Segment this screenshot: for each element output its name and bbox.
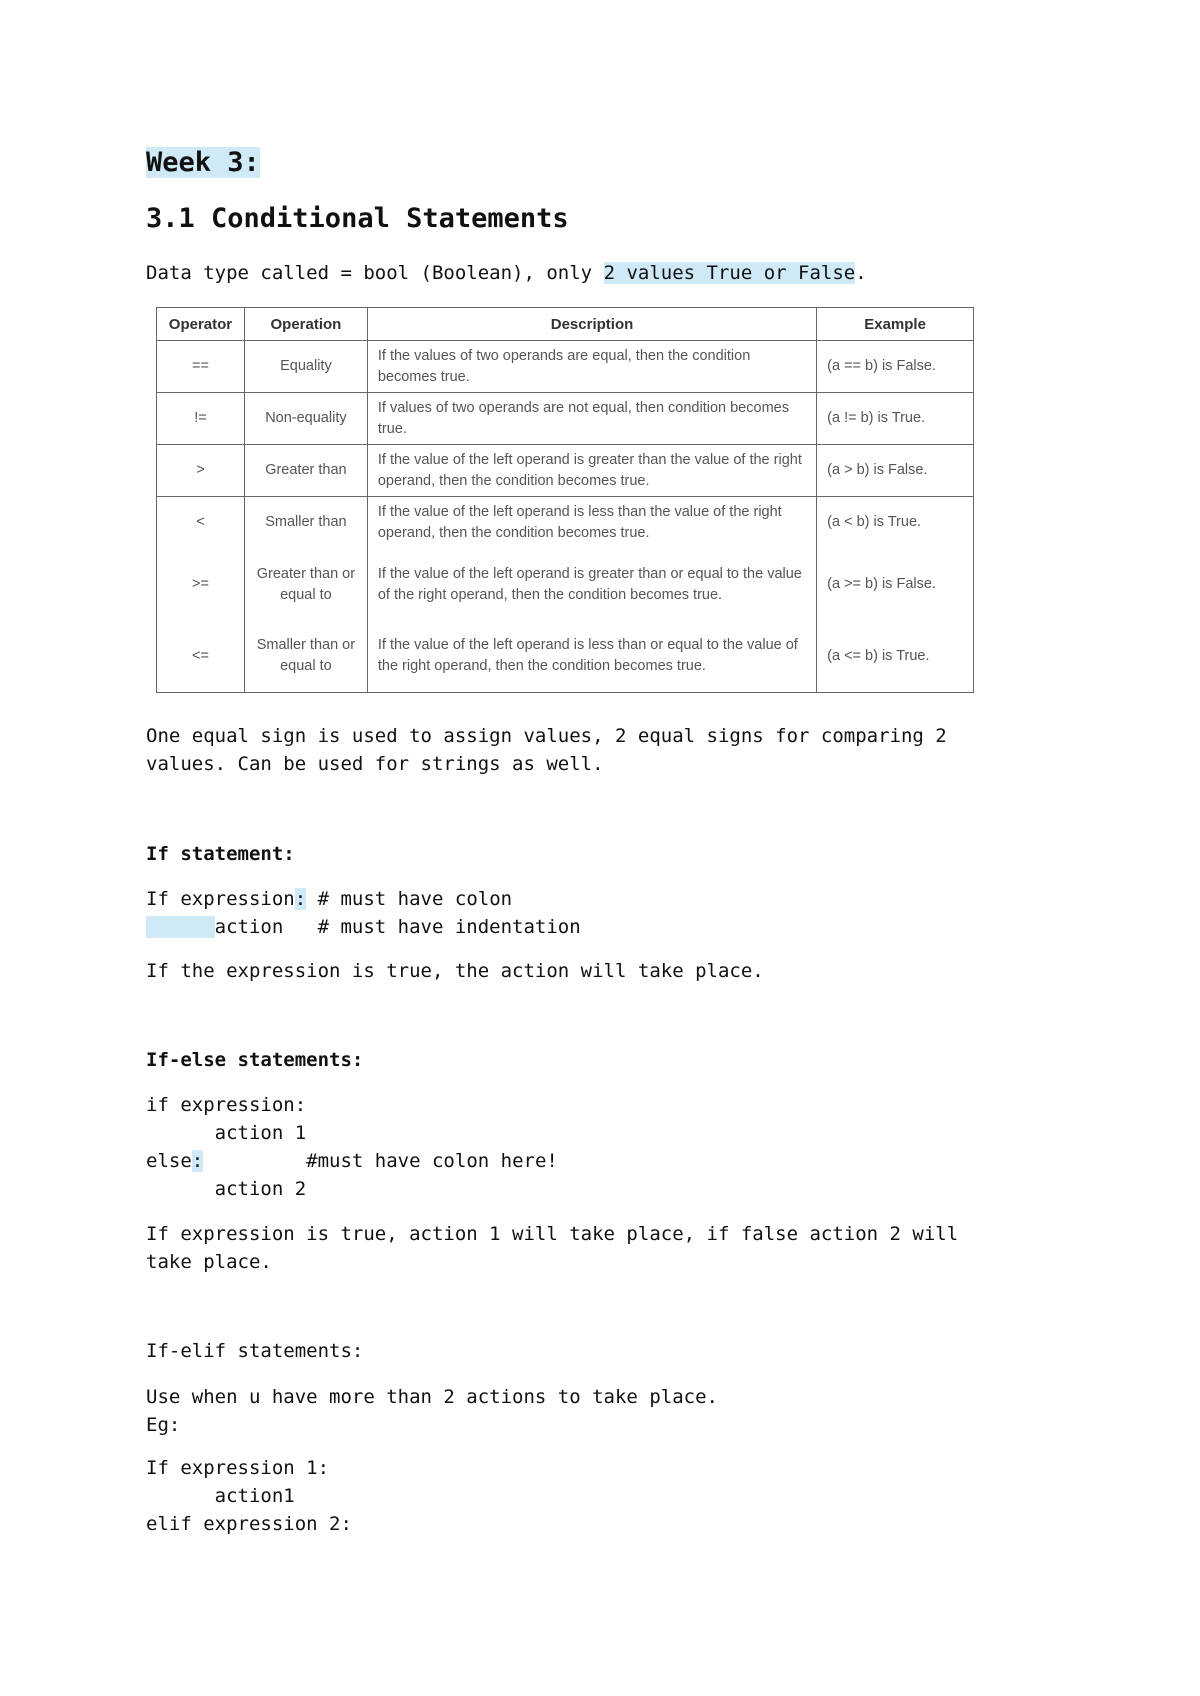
table-row bbox=[157, 341, 974, 393]
table-row bbox=[157, 497, 974, 549]
ifelse-note: If expression is true, action 1 will take place, if false action 2 will take place. bbox=[146, 1223, 959, 1273]
example-cell: (a < b) is True. bbox=[817, 497, 974, 549]
operation-cell: Greater than bbox=[244, 445, 367, 497]
example-cell: (a > b) is False. bbox=[817, 445, 974, 497]
operation-cell: Smaller than or equal to bbox=[244, 621, 367, 693]
table-row bbox=[157, 549, 974, 621]
ifelse-code-line-2: action 1 bbox=[146, 1122, 307, 1144]
description-cell: If values of two operands are not equal, then condition becomes true. bbox=[367, 393, 816, 445]
elif-code-line-3: elif expression 2: bbox=[146, 1513, 352, 1535]
section-title: 3.1 Conditional Statements bbox=[146, 203, 569, 234]
ifelse-heading: If-else statements: bbox=[146, 1049, 364, 1071]
note-paragraph: One equal sign is used to assign values, 2 equal signs for comparing 2 values. Can be used for strings as well. bbox=[146, 725, 947, 775]
operator-cell: < bbox=[157, 497, 245, 549]
elif-note: Use when u have more than 2 actions to take place. Eg: bbox=[146, 1386, 718, 1436]
intro-line: Data type called = bool (Boolean), only 2 values True or False. bbox=[146, 262, 867, 284]
description-cell: If the value of the left operand is greater than the value of the right operand, then the condition becomes true. bbox=[367, 445, 816, 497]
elif-heading: If-elif statements: bbox=[146, 1340, 364, 1362]
page-heading: Week 3: bbox=[146, 147, 260, 178]
example-cell: (a >= b) is False. bbox=[817, 549, 974, 621]
operator-cell: <= bbox=[157, 621, 245, 693]
operator-cell: == bbox=[157, 341, 245, 393]
example-cell: (a == b) is False. bbox=[817, 341, 974, 393]
operation-cell: Equality bbox=[244, 341, 367, 393]
if-note: If the expression is true, the action will take place. bbox=[146, 960, 764, 982]
operation-cell: Smaller than bbox=[244, 497, 367, 549]
column-header: Operator bbox=[157, 308, 245, 341]
column-header: Operation bbox=[244, 308, 367, 341]
if-code-line-1: If expression: # must have colon bbox=[146, 888, 513, 910]
table-row bbox=[157, 621, 974, 693]
column-header: Example bbox=[817, 308, 974, 341]
operation-cell: Greater than or equal to bbox=[244, 549, 367, 621]
table-row bbox=[157, 445, 974, 497]
description-cell: If the value of the left operand is less than the value of the right operand, then the condition becomes true. bbox=[367, 497, 816, 549]
description-cell: If the value of the left operand is greater than or equal to the value of the right operand, then the condition becomes true. bbox=[367, 549, 816, 621]
operator-cell: > bbox=[157, 445, 245, 497]
if-heading: If statement: bbox=[146, 843, 295, 865]
highlighted-text: 2 values True or False bbox=[603, 262, 856, 284]
table-header-row bbox=[157, 308, 974, 341]
example-cell: (a <= b) is True. bbox=[817, 621, 974, 693]
operator-cell: >= bbox=[157, 549, 245, 621]
elif-code-line-1: If expression 1: bbox=[146, 1457, 330, 1479]
ifelse-code-line-4: action 2 bbox=[146, 1178, 307, 1200]
column-header: Description bbox=[367, 308, 816, 341]
elif-code-line-2: action1 bbox=[146, 1485, 295, 1507]
ifelse-code-line-3: else: #must have colon here! bbox=[146, 1150, 558, 1172]
if-code-line-2: action # must have indentation bbox=[146, 913, 581, 941]
description-cell: If the value of the left operand is less than or equal to the value of the right operand, then the condition becomes true. bbox=[367, 621, 816, 693]
operator-cell: != bbox=[157, 393, 245, 445]
table-row bbox=[157, 393, 974, 445]
example-cell: (a != b) is True. bbox=[817, 393, 974, 445]
operators-table bbox=[156, 307, 974, 693]
ifelse-code-line-1: if expression: bbox=[146, 1094, 307, 1116]
operation-cell: Non-equality bbox=[244, 393, 367, 445]
description-cell: If the values of two operands are equal, then the condition becomes true. bbox=[367, 341, 816, 393]
